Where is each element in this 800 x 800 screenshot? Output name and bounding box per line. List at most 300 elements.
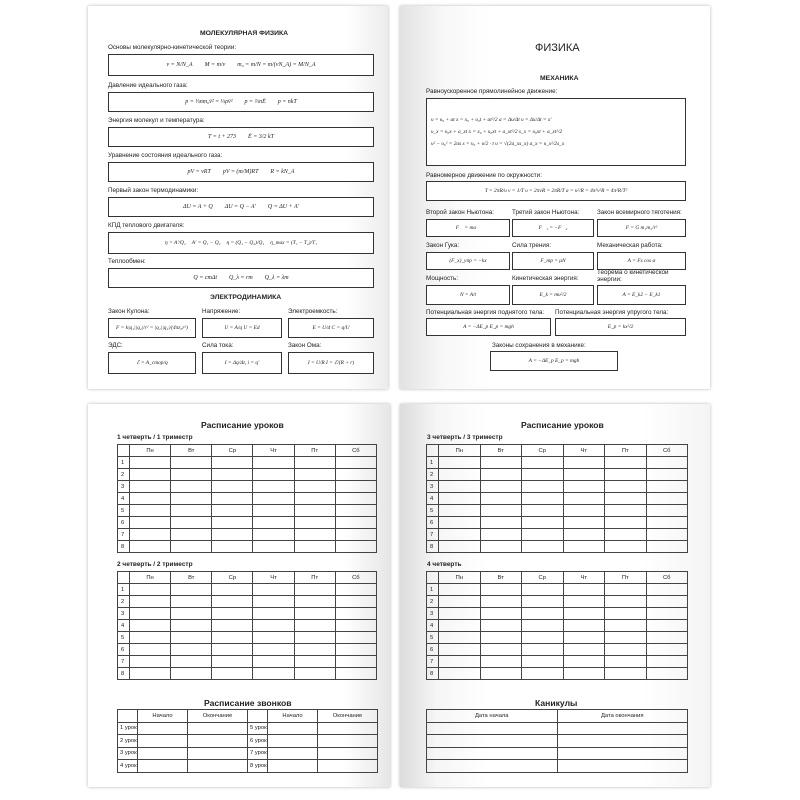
formula-box xyxy=(426,252,510,270)
timetable-cell[interactable] xyxy=(563,656,605,668)
timetable-cell[interactable] xyxy=(563,632,605,644)
timetable-cell[interactable] xyxy=(171,620,212,632)
timetable-cell[interactable] xyxy=(335,493,376,505)
day-header: Ср xyxy=(522,445,564,457)
bell-cell[interactable] xyxy=(188,735,248,748)
timetable-cell[interactable] xyxy=(130,517,171,529)
holiday-cell[interactable] xyxy=(427,735,558,748)
day-header: Чт xyxy=(253,445,294,457)
timetable-row xyxy=(427,469,688,481)
timetable-cell[interactable] xyxy=(212,608,253,620)
timetable-cell[interactable] xyxy=(646,481,688,493)
formula-box xyxy=(512,219,594,237)
timetable-cell[interactable] xyxy=(253,608,294,620)
timetable-cell[interactable] xyxy=(480,668,522,680)
timetable-cell[interactable] xyxy=(605,529,647,541)
section-label: Закон Кулона: xyxy=(108,308,150,315)
timetable-cell[interactable] xyxy=(335,505,376,517)
timetable-cell[interactable] xyxy=(605,668,647,680)
day-header: Пт xyxy=(294,445,335,457)
formula-box xyxy=(490,351,618,371)
timetable-row xyxy=(118,505,377,517)
timetable-cell[interactable] xyxy=(605,644,647,656)
timetable-cell[interactable] xyxy=(294,656,335,668)
formula: M = m/ν xyxy=(204,62,226,68)
timetable-cell[interactable] xyxy=(294,457,335,469)
timetable-cell[interactable] xyxy=(563,517,605,529)
timetable-cell[interactable] xyxy=(480,529,522,541)
timetable-cell[interactable] xyxy=(130,644,171,656)
timetable-cell[interactable] xyxy=(480,620,522,632)
timetable-row xyxy=(118,529,377,541)
bell-cell[interactable] xyxy=(318,747,378,760)
timetable-cell[interactable] xyxy=(480,493,522,505)
timetable-cell[interactable] xyxy=(171,644,212,656)
timetable-cell[interactable] xyxy=(439,541,481,553)
timetable-cell[interactable] xyxy=(563,529,605,541)
timetable-cell[interactable] xyxy=(439,644,481,656)
formula: A′ = Q₁ − Q₂ xyxy=(191,240,221,246)
formula: A = −ΔE_p E_p = mgh xyxy=(528,358,580,364)
timetable-cell[interactable] xyxy=(294,469,335,481)
timetable-cell[interactable] xyxy=(171,632,212,644)
timetable-cell[interactable] xyxy=(253,632,294,644)
formula-box xyxy=(108,54,374,76)
holiday-header-end: Дата окончания xyxy=(557,710,688,723)
timetable-cell[interactable] xyxy=(522,608,564,620)
timetable-cell[interactable] xyxy=(335,608,376,620)
timetable-cell[interactable] xyxy=(253,505,294,517)
timetable-cell[interactable] xyxy=(294,632,335,644)
timetable-cell[interactable] xyxy=(522,469,564,481)
timetable-cell[interactable] xyxy=(522,493,564,505)
timetable-cell[interactable] xyxy=(522,620,564,632)
section-label: Третий закон Ньютона: xyxy=(512,209,580,216)
timetable-cell[interactable] xyxy=(522,541,564,553)
timetable-cell[interactable] xyxy=(563,596,605,608)
lesson-number: 4 xyxy=(118,493,130,505)
timetable-cell[interactable] xyxy=(522,457,564,469)
formula: p = ⅔nĒ xyxy=(244,99,266,105)
timetable-cell[interactable] xyxy=(646,620,688,632)
timetable-cell[interactable] xyxy=(439,517,481,529)
bell-cell[interactable] xyxy=(138,760,188,773)
schedule-title: Расписание уроков xyxy=(201,420,284,430)
timetable-cell[interactable] xyxy=(171,505,212,517)
lesson-number: 7 xyxy=(427,656,439,668)
timetable-cell[interactable] xyxy=(130,632,171,644)
formula: F⃗₁ = −F⃗₂ xyxy=(538,225,568,231)
bell-cell[interactable] xyxy=(318,722,378,735)
formula: T = 2πR/υ ν = 1/T υ = 2πνR = 2πR/T a = υ²/R = 4π²ν²R = 4π²R/T² xyxy=(484,188,628,194)
bell-header-start: Начало xyxy=(268,710,318,723)
timetable-cell[interactable] xyxy=(605,632,647,644)
section-label: Теорема о кинетической энергии: xyxy=(597,269,669,283)
timetable-cell[interactable] xyxy=(563,541,605,553)
timetable-cell[interactable] xyxy=(563,668,605,680)
timetable-cell[interactable] xyxy=(212,469,253,481)
timetable-cell[interactable] xyxy=(294,608,335,620)
timetable-row xyxy=(118,541,377,553)
timetable-row xyxy=(427,656,688,668)
holidays-title: Каникулы xyxy=(535,698,578,708)
timetable-cell[interactable] xyxy=(646,529,688,541)
timetable-cell[interactable] xyxy=(563,457,605,469)
timetable-cell[interactable] xyxy=(130,541,171,553)
timetable-row xyxy=(118,584,377,596)
timetable-cell[interactable] xyxy=(646,505,688,517)
timetable-cell[interactable] xyxy=(335,656,376,668)
day-header: Ср xyxy=(212,445,253,457)
timetable-cell[interactable] xyxy=(646,457,688,469)
timetable-row xyxy=(427,457,688,469)
timetable-cell[interactable] xyxy=(212,644,253,656)
timetable-cell[interactable] xyxy=(253,457,294,469)
lesson-number: 1 xyxy=(118,584,130,596)
formula-box xyxy=(426,181,686,201)
timetable-cell[interactable] xyxy=(130,596,171,608)
timetable-cell[interactable] xyxy=(522,656,564,668)
timetable-cell[interactable] xyxy=(439,668,481,680)
holiday-cell[interactable] xyxy=(427,747,558,760)
timetable-cell[interactable] xyxy=(605,596,647,608)
day-header: Сб xyxy=(335,445,376,457)
timetable-cell[interactable] xyxy=(253,541,294,553)
timetable-cell[interactable] xyxy=(480,505,522,517)
day-header: Пт xyxy=(294,572,335,584)
timetable-cell[interactable] xyxy=(294,644,335,656)
day-header: Пн xyxy=(439,572,481,584)
timetable-cell[interactable] xyxy=(439,481,481,493)
timetable-cell[interactable] xyxy=(212,517,253,529)
formula-box xyxy=(512,285,594,305)
formula: m₀ = m/N = m/(νN_A) = M/N_A xyxy=(237,62,316,68)
timetable-cell[interactable] xyxy=(253,644,294,656)
timetable-cell[interactable] xyxy=(646,644,688,656)
timetable-cell[interactable] xyxy=(646,584,688,596)
timetable-cell[interactable] xyxy=(294,620,335,632)
timetable-cell[interactable] xyxy=(130,481,171,493)
timetable-cell[interactable] xyxy=(522,584,564,596)
timetable-cell[interactable] xyxy=(605,469,647,481)
timetable-cell[interactable] xyxy=(253,529,294,541)
timetable-cell[interactable] xyxy=(646,493,688,505)
timetable-cell[interactable] xyxy=(335,469,376,481)
holiday-cell[interactable] xyxy=(557,747,688,760)
timetable-cell[interactable] xyxy=(253,620,294,632)
timetable-cell[interactable] xyxy=(171,517,212,529)
formula-box xyxy=(108,352,196,374)
timetable-row xyxy=(427,620,688,632)
timetable-cell[interactable] xyxy=(335,517,376,529)
timetable-cell[interactable] xyxy=(212,632,253,644)
timetable-cell[interactable] xyxy=(480,596,522,608)
timetable-cell[interactable] xyxy=(563,620,605,632)
timetable-cell[interactable] xyxy=(605,505,647,517)
timetable-cell[interactable] xyxy=(171,596,212,608)
timetable-cell[interactable] xyxy=(294,541,335,553)
timetable-cell[interactable] xyxy=(335,481,376,493)
bell-cell[interactable] xyxy=(268,747,318,760)
formula: A = Fs cos α xyxy=(627,258,656,264)
timetable-cell[interactable] xyxy=(212,505,253,517)
timetable-cell[interactable] xyxy=(294,505,335,517)
formula: E = U/d C = q/U xyxy=(312,325,350,331)
bell-cell[interactable] xyxy=(268,760,318,773)
formula-box xyxy=(426,98,686,166)
bell-cell[interactable] xyxy=(138,722,188,735)
timetable-cell[interactable] xyxy=(253,493,294,505)
timetable-cell[interactable] xyxy=(294,668,335,680)
timetable-cell[interactable] xyxy=(646,517,688,529)
timetable-cell[interactable] xyxy=(563,644,605,656)
timetable-cell[interactable] xyxy=(605,620,647,632)
day-header: Сб xyxy=(335,572,376,584)
timetable-cell[interactable] xyxy=(130,620,171,632)
formula-box xyxy=(426,285,510,305)
timetable-cell[interactable] xyxy=(646,656,688,668)
timetable-row xyxy=(427,608,688,620)
timetable-cell[interactable] xyxy=(480,457,522,469)
timetable-cell[interactable] xyxy=(563,481,605,493)
timetable-cell[interactable] xyxy=(605,541,647,553)
timetable-row xyxy=(427,584,688,596)
timetable-cell[interactable] xyxy=(522,668,564,680)
timetable-cell[interactable] xyxy=(294,596,335,608)
bell-cell[interactable] xyxy=(318,735,378,748)
timetable-cell[interactable] xyxy=(605,656,647,668)
timetable-cell[interactable] xyxy=(171,608,212,620)
timetable-cell[interactable] xyxy=(563,584,605,596)
formula: pV = (m/M)RT xyxy=(222,169,259,175)
timetable-cell[interactable] xyxy=(212,620,253,632)
timetable-q3 xyxy=(426,444,688,553)
timetable-cell[interactable] xyxy=(130,493,171,505)
timetable-cell[interactable] xyxy=(522,596,564,608)
lesson-number: 4 xyxy=(427,620,439,632)
timetable-cell[interactable] xyxy=(171,529,212,541)
timetable-cell[interactable] xyxy=(294,584,335,596)
timetable-cell[interactable] xyxy=(171,481,212,493)
timetable-cell[interactable] xyxy=(522,632,564,644)
timetable-cell[interactable] xyxy=(605,517,647,529)
timetable-q1 xyxy=(117,444,377,553)
bell-cell[interactable] xyxy=(188,747,248,760)
timetable-cell[interactable] xyxy=(563,608,605,620)
formula: A = −ΔE_p E_p = mgh xyxy=(463,324,514,330)
timetable-cell[interactable] xyxy=(646,541,688,553)
timetable-cell[interactable] xyxy=(253,469,294,481)
timetable-cell[interactable] xyxy=(605,481,647,493)
timetable-cell[interactable] xyxy=(646,596,688,608)
timetable-cell[interactable] xyxy=(480,644,522,656)
timetable-cell[interactable] xyxy=(646,469,688,481)
timetable-cell[interactable] xyxy=(439,620,481,632)
timetable-cell[interactable] xyxy=(171,656,212,668)
timetable-cell[interactable] xyxy=(171,541,212,553)
timetable-cell[interactable] xyxy=(522,505,564,517)
timetable-cell[interactable] xyxy=(294,481,335,493)
timetable-cell[interactable] xyxy=(439,469,481,481)
timetable-row xyxy=(427,517,688,529)
timetable-cell[interactable] xyxy=(171,457,212,469)
timetable-cell[interactable] xyxy=(294,493,335,505)
timetable-row xyxy=(118,608,377,620)
timetable-cell[interactable] xyxy=(335,644,376,656)
timetable-cell[interactable] xyxy=(171,668,212,680)
timetable-cell[interactable] xyxy=(212,668,253,680)
timetable-cell[interactable] xyxy=(212,596,253,608)
timetable-cell[interactable] xyxy=(212,457,253,469)
timetable-row xyxy=(118,668,377,680)
day-header: Вт xyxy=(171,572,212,584)
timetable-cell[interactable] xyxy=(171,469,212,481)
timetable-cell[interactable] xyxy=(439,656,481,668)
formula: η = (Q₁ − Q₂)/Q₁ xyxy=(226,240,265,246)
physics-page-left xyxy=(88,6,388,389)
formula: N = A/t xyxy=(459,292,477,298)
timetable-cell[interactable] xyxy=(480,469,522,481)
day-header: Вт xyxy=(171,445,212,457)
formula: ΔU = Q − A′ xyxy=(224,204,256,210)
formula-box xyxy=(108,318,196,338)
formula: p = ⅓nm₀v̄² = ⅓ρv̄² xyxy=(185,99,233,105)
timetable-cell[interactable] xyxy=(439,608,481,620)
timetable-cell[interactable] xyxy=(480,481,522,493)
timetable-cell[interactable] xyxy=(480,608,522,620)
timetable-cell[interactable] xyxy=(605,457,647,469)
timetable-cell[interactable] xyxy=(335,596,376,608)
formula-box xyxy=(597,285,686,305)
timetable-cell[interactable] xyxy=(212,529,253,541)
holiday-cell[interactable] xyxy=(557,735,688,748)
timetable-cell[interactable] xyxy=(171,584,212,596)
timetable-cell[interactable] xyxy=(253,584,294,596)
formula: F = G m₁m₂/r² xyxy=(625,225,658,231)
timetable-cell[interactable] xyxy=(130,668,171,680)
timetable-cell[interactable] xyxy=(646,632,688,644)
timetable-cell[interactable] xyxy=(212,493,253,505)
timetable-cell[interactable] xyxy=(212,481,253,493)
formula: A = E_k2 − E_k1 xyxy=(622,292,661,298)
bell-cell[interactable] xyxy=(268,722,318,735)
timetable-cell[interactable] xyxy=(130,584,171,596)
timetable-cell[interactable] xyxy=(480,632,522,644)
timetable-cell[interactable] xyxy=(563,505,605,517)
timetable-cell[interactable] xyxy=(480,656,522,668)
holiday-cell[interactable] xyxy=(427,760,558,773)
timetable-cell[interactable] xyxy=(439,584,481,596)
schedule-title: Расписание уроков xyxy=(521,420,604,430)
timetable-cell[interactable] xyxy=(335,584,376,596)
timetable-row xyxy=(118,644,377,656)
timetable-cell[interactable] xyxy=(294,529,335,541)
section-label: Закон всемирного тяготения: xyxy=(597,209,682,216)
timetable-cell[interactable] xyxy=(439,457,481,469)
holiday-cell[interactable] xyxy=(557,722,688,735)
timetable-cell[interactable] xyxy=(563,493,605,505)
bells-title: Расписание звонков xyxy=(204,698,292,708)
formula: E_p = kx²/2 xyxy=(607,324,634,330)
formula: pV = νRT xyxy=(187,169,211,175)
timetable-cell[interactable] xyxy=(253,517,294,529)
timetable-cell[interactable] xyxy=(563,469,605,481)
timetable-cell[interactable] xyxy=(171,493,212,505)
section-label: Напряжение: xyxy=(202,308,241,315)
timetable-cell[interactable] xyxy=(522,481,564,493)
bell-cell[interactable] xyxy=(138,747,188,760)
timetable-cell[interactable] xyxy=(253,668,294,680)
timetable-cell[interactable] xyxy=(335,529,376,541)
timetable-cell[interactable] xyxy=(439,632,481,644)
timetable-cell[interactable] xyxy=(439,493,481,505)
timetable-cell[interactable] xyxy=(130,529,171,541)
holiday-cell[interactable] xyxy=(427,722,558,735)
bell-cell[interactable] xyxy=(138,735,188,748)
timetable-cell[interactable] xyxy=(480,517,522,529)
timetable-cell[interactable] xyxy=(130,469,171,481)
timetable-cell[interactable] xyxy=(130,656,171,668)
timetable-cell[interactable] xyxy=(646,668,688,680)
timetable-cell[interactable] xyxy=(335,541,376,553)
timetable-cell[interactable] xyxy=(605,584,647,596)
timetable-row xyxy=(118,469,377,481)
timetable-cell[interactable] xyxy=(439,596,481,608)
section-label: Основы молекулярно-кинетической теории: xyxy=(108,44,237,51)
timetable-cell[interactable] xyxy=(646,608,688,620)
timetable-cell[interactable] xyxy=(522,517,564,529)
section-label: Первый закон термодинамики: xyxy=(108,187,199,194)
timetable-cell[interactable] xyxy=(335,620,376,632)
day-header: Пн xyxy=(130,445,171,457)
timetable-cell[interactable] xyxy=(522,644,564,656)
timetable-cell[interactable] xyxy=(480,584,522,596)
timetable-cell[interactable] xyxy=(130,608,171,620)
timetable-cell[interactable] xyxy=(522,529,564,541)
timetable-cell[interactable] xyxy=(439,505,481,517)
timetable-cell[interactable] xyxy=(335,457,376,469)
formula-box xyxy=(426,318,551,336)
timetable-cell[interactable] xyxy=(130,505,171,517)
timetable-cell[interactable] xyxy=(253,596,294,608)
bell-cell[interactable] xyxy=(318,760,378,773)
timetable-cell[interactable] xyxy=(212,584,253,596)
timetable-cell[interactable] xyxy=(130,457,171,469)
timetable-cell[interactable] xyxy=(253,656,294,668)
timetable-cell[interactable] xyxy=(605,608,647,620)
timetable-cell[interactable] xyxy=(605,493,647,505)
timetable-cell[interactable] xyxy=(335,632,376,644)
timetable-row xyxy=(118,481,377,493)
timetable-cell[interactable] xyxy=(212,656,253,668)
section-label: Энергия молекул и температура: xyxy=(108,117,205,124)
timetable-cell[interactable] xyxy=(439,529,481,541)
timetable-cell[interactable] xyxy=(294,517,335,529)
timetable-cell[interactable] xyxy=(335,668,376,680)
section-label: КПД теплового двигателя: xyxy=(108,222,185,229)
bell-cell[interactable] xyxy=(268,735,318,748)
timetable-cell[interactable] xyxy=(212,541,253,553)
bell-cell[interactable] xyxy=(188,722,248,735)
timetable-row xyxy=(427,596,688,608)
timetable-cell[interactable] xyxy=(480,541,522,553)
section-label: Равноускоренное прямолинейное движение: xyxy=(426,88,558,95)
holiday-cell[interactable] xyxy=(557,760,688,773)
timetable-cell[interactable] xyxy=(253,481,294,493)
lesson-number: 5 xyxy=(118,505,130,517)
lesson-number: 2 xyxy=(427,469,439,481)
bell-cell[interactable] xyxy=(188,760,248,773)
